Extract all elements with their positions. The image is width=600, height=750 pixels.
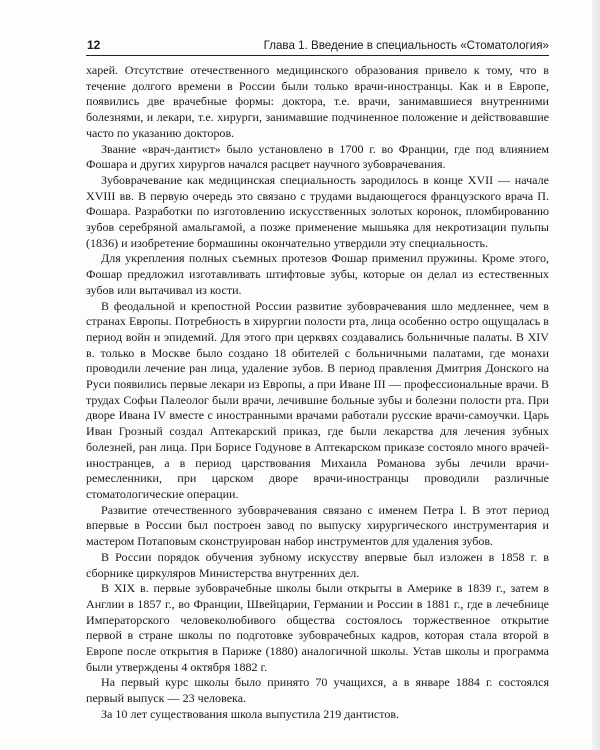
body-text [86,63,549,723]
paragraph: За 10 лет существования школа выпустила 219 дантистов. [101,706,400,721]
paragraph: Зубоврачевание как медицинская специальность зародилось в конце XVII — начале XVIII вв. В первую очередь это связано с трудами выдающегося французского врача П. Фошара. Разработки по изготовлению искусственных золотых коронок, пломбированию зубов серебряной амальгамой, а позже применение мышьяка для некротизации пульпы (1836) и изобретение бормашины окончательно утвердили эту специальность. [86,172,549,250]
paragraph: Звание «врач-дантист» было установлено в 1700 г. во Франции, где под влиянием Фошара и других хирургов начался расцвет научного зубоврачевания. [86,141,549,172]
page-edge-shadow [592,0,600,750]
paragraph: В XIX в. первые зубоврачебные школы были открыты в Америке в 1839 г., затем в Англии в 1857 г., во Франции, Швейцарии, Германии и России в 1881 г., где в лечебнице Императорского человеколюбивого общества состоялось торжественное открытие первой в стране школы по подготовке зубоврачебных кадров, которая стала второй в Европе после открытия в Париже (1880) аналогичной школы. Устав школы и программа были утверждены 4 октября 1882 г. [86,581,549,674]
chapter-title: Глава 1. Введение в специальность «Стоматология» [263,39,549,52]
paragraph: харей. Отсутствие отечественного медицинского образования привело к тому, что в течение долгого времени в России были только врачи-иностранцы. Как и в Европе, появились две врачебные формы: доктора, т.е. врачи, занимавшиеся внутренними болезнями, и лекари, т.е. хирурги, занимавшие подчиненное положение и действовавшие часто по указанию докторов. [86,63,549,140]
paragraph: Развитие отечественного зубоврачевания связано с именем Петра I. В этот период впервые в России был построен завод по выпуску хирургического инструментария и мастером Потаповым сконструирован набор инструментов для удаления зубов. [86,502,549,549]
paragraph: Для укрепления полных съемных протезов Фошар применил пружины. Кроме этого, Фошар предложил изготавливать штифтовые зубы, которые он делал из естественных зубов или вытачивал из кости. [86,251,549,297]
paragraph: На первый курс школы было принято 70 учащихся, а в январе 1884 г. состоялся первый выпуск — 23 человека. [86,675,549,706]
running-header [86,37,549,56]
paragraph: В России порядок обучения зубному искусству впервые был изложен в 1858 г. в сборнике циркуляров Министерства внутренних дел. [86,549,549,580]
paragraph: В феодальной и крепостной России развитие зубоврачевания шло медленнее, чем в странах Европы. Потребность в хирургии полости рта, лица особенно остро ощущалась в период войн и эпидемий. Для этого при церквях создавались больничные палаты. В XIV в. только в Москве было создано 18 обителей с больничными палатами, где монахи проводили лечение ран лица, удаление зубов. В период правления Дмитрия Донского на Руси появились первые лекари из Европы, а при Иване III — профессиональные врачи. В трудах Софьи Палеолог были врачи, лечившие больные зубы и болезни полости рта. При дворе Ивана IV вместе с иностранными врачами работали русские врачи-самоучки. Царь Иван Грозный создал Аптекарский приказ, где были лекарства для лечения зубных болезней, ран лица. При Борисе Годунове в Аптекарском приказе состояло много врачей-иностранцев, а в период царствования Михаила Романова зубы лечили врачи-ремесленники, при царском дворе врачи-иностранцы проводили различные стоматологические операции. [86,298,549,501]
page-number: 12 [87,38,101,52]
